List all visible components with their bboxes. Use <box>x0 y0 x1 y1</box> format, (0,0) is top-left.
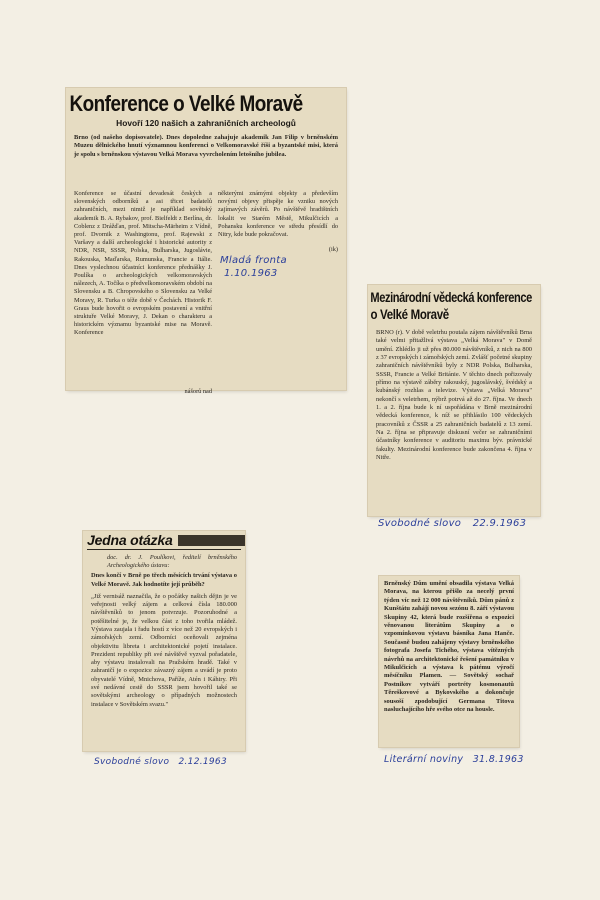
headline-bar <box>178 535 245 546</box>
clipping-mezinarodni-konference <box>368 285 540 516</box>
clipping-dum-umeni <box>379 576 519 747</box>
clipping-column-1: Konference se účastní devadesát českých a slovenských odborníků a asi třicet badatelů zahraničních, mezi nimiž je například sovětský akademik B. A. Rybakov, prof. Bielfeldt z Berlína, dr. Coblenz z Drážďan, prof. Mitscha-Märheim z Vídně, prof. Dvornik z Washingtonu, prof. Rajewski z Varšavy a další archeologické i historické autority z NDR, NSR, SSSR, Polska, Bulharska, Jugoslávie, Rakouska, Maďarska, Rumunska, Francie a Itálie. Dnes vyslechnou účastníci konference přednášky J. Poulíka o archeologických velkomoravských nálezech, A. Točíka o předvelkomoravském období na Slovensku a B. Chropovského o Slovensku za Velké Moravy, R. Turka o téže době v Čechách. Historik F. Graus bude hovořit o evropském postavení a vnitřní struktuře Velké Moravy, J. Dekan o charakteru a historickém významu byzantské mise na Moravě. Konference <box>74 190 212 337</box>
clipping-konference <box>66 88 346 395</box>
handwritten-source-note <box>220 254 287 280</box>
source-paper: Svobodné slovo <box>94 757 170 767</box>
handwritten-source-note <box>94 757 227 767</box>
clipping-byline: doc. dr. J. Poulíkovi, ředitelí brněnského Archeologického ústavu: <box>107 554 237 570</box>
clipping-jedna-otazka <box>83 531 245 751</box>
clipping-body: BRNO (r). V době veletrhu poutala zájem návštěvníků Brna také velmi přitažlivá výstava „Velká Morava" v Domě umění. Zhlédlo ji už přes 80.000 návštěvníků, z nich na 800 z 37 evropských i zámořských zemí. Zvlášť početné skupiny zahraničních návštěvníků byly z NDR Polska, Bulharska, SSSR, Francie a Velké Británie. V těchto dnech pořizovaly přímo na výstavě záběry rakouský, jugoslávský, švédský a kubánský rozhlas a televize. Výstava „Velká Morava" nekončí s veletrhem, nýbrž potrvá až do 27. října. Ve dnech 1. a 2. října bude k ní uspořádána v Brně mezinárodní vědecká konference, k níž se přihlásilo 100 vědeckých pracovníků z ČSSR a 25 zahraničních badatelů z 13 zemí. Na 2. října se připravuje diskusní večer se zahraničními účastníky konference v auditoriu maximu býv. právnické fakulty. Mezinárodní konference bude zakončena 4. října v Nitře. <box>376 329 532 462</box>
clipping-subhead: Hovoří 120 našich a zahraničních archeologů <box>116 118 296 128</box>
source-date: 31.8.1963 <box>472 754 524 765</box>
clipping-headline: Jedna otázka <box>87 532 173 548</box>
source-paper: Svobodné slovo <box>378 518 462 529</box>
clipping-headline-line-2: o Velké Moravě <box>370 306 449 322</box>
clipping-column-1-end: nášorů nad <box>184 388 212 395</box>
source-paper: Mladá fronta <box>220 255 287 266</box>
clipping-signature: (ik) <box>328 246 338 253</box>
source-date: 2.12.1963 <box>178 757 227 767</box>
divider <box>87 549 241 550</box>
clipping-headline-line-1: Mezinárodní vědecká konference <box>370 289 532 305</box>
clipping-body: „Již vernisáž naznačila, že o počátky našich dějin je ve veřejnosti velký zájem a celková čísla 180.000 návštěvníků to jenom potvrzuje. Pozoruhodné a potěšitelné je, že velkou část z toho tvořila mládež. Výstava zaujala i řadu hostí z více než 20 evropských i zámořských zemí. Odborníci oceňovali zejména objektivitu libreta i architektonické pojetí instalace. Prezident republiky při své návštěvě vyzval pořadatele, aby výstavu instalovali na Pražském hradě. Také v zahraničí je o expozice závazný zájem a uvádí je proto obyvatelé Vídně, Mnichova, Paříže, Atén i Káhiry. Při své nedávné cestě do SSSR jsem hovořil také se sovětskými archeology o případných možnostech instalace v Sovětském svazu." <box>91 592 237 708</box>
clipping-lead: Brno (od našeho dopisovatele). Dnes dopoledne zahajuje akademik Jan Filip v brněnském Muzeu dělnického hnutí významnou konferenci o Velkomoravské říši a byzantské misi, která je spolu s brněnskou výstavou Velká Morava vyvrcholením letošního jubilea. <box>74 134 338 158</box>
clipping-body: Brněnský Dům umění obsadila výstava Velká Morava, na kterou přišlo za necelý první týden víc než 12 000 návštěvníků. Dům pánů z Kunštátu zahájí novou sezónu 8. září výstavou Skupiny 42, která bude rozšířena o expozici věnovanou literátům Skupiny a o vzpomínkovou výstavu básníka Jana Hanče. Současně budou zahájeny výstavy brněnského fotografa Josefa Tichého, výstava vítězných návrhů na architektonické řešení památníku v Mikulčicích a výstava k pátému výročí měsíčníku Plamen. — Sovětský sochař Postnikov vytváří portréty kosmonautů Těreškovové a Bykovského a dokončuje sousoší zpodobující Germana Titova nasluchajícího hře svého otce na housle. <box>384 580 514 714</box>
clipping-headline: Konference o Velké Moravě <box>69 91 303 116</box>
clipping-question: Dnes končí v Brně po třech měsících trvání výstava o Velké Moravě. Jak hodnotíte její průběh? <box>91 572 237 588</box>
handwritten-source-note <box>378 518 526 529</box>
source-date: 1.10.1963 <box>224 268 278 279</box>
source-paper: Literární noviny <box>384 754 464 765</box>
clipping-column-2: některými známými objekty a především novými objevy přispěje ke vzniku nových zajímavých závěrů. Po návštěvě hradištních lokalit ve Starém Městě, Mikulčicích a Pohansku konference ve středu přesídlí do Nitry, kde bude pokračovat. <box>218 190 338 239</box>
handwritten-source-note <box>384 754 524 765</box>
source-date: 22.9.1963 <box>472 518 527 529</box>
